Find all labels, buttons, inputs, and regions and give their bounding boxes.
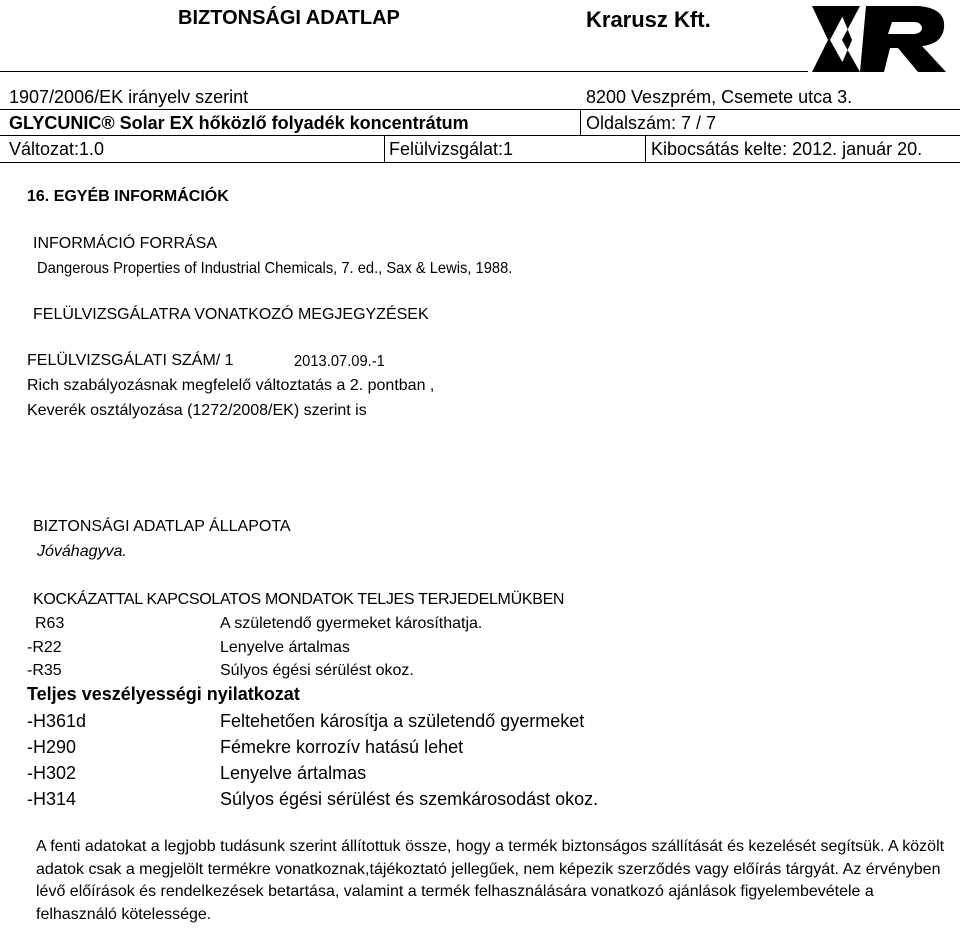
hazard-text: Fémekre korrozív hatású lehet: [220, 737, 464, 757]
hazard-text: Súlyos égési sérülést és szemkárosodást okoz.: [220, 789, 599, 809]
disclaimer-paragraph: A fenti adatokat a legjobb tudásunk szerint állítottuk össze, hogy a termék biztonságos szállítását és kezelését segítsük. A közölt adatok csak a megjelölt termékre vonatkoznak,tájékoztató jellegűek, nem képezik szerződés vagy előírás tárgyát. Az érvényben lévő előírások és rendelkezések betartása, valamint a termék felhasználására vonatkozó ajánlások figyelembevétele a felhasználó kötelessége.: [36, 838, 945, 923]
hazard-code: -H302: [27, 763, 77, 783]
risk-code: -R22: [27, 639, 62, 656]
info-source-text: Dangerous Properties of Industrial Chemicals, 7. ed., Sax & Lewis, 1988.: [37, 260, 513, 277]
doc-title: BIZTONSÁGI ADATLAP: [178, 7, 400, 29]
status-value: Jóváhagyva.: [37, 543, 127, 560]
revision-note-line1: Rich szabályozásnak megfelelő változtatás a 2. pontban ,: [27, 377, 435, 394]
revision-note-line2: Keverék osztályozása (1272/2008/EK) szerint is: [27, 402, 367, 419]
risk-text: Súlyos égési sérülést okoz.: [220, 662, 414, 679]
risk-heading: KOCKÁZATTAL KAPCSOLATOS MONDATOK TELJES TERJEDELMÜKBEN: [33, 591, 565, 608]
revision-heading: FELÜLVIZSGÁLATRA VONATKOZÓ MEGJEGYZÉSEK: [33, 306, 429, 323]
revision-number-label: FELÜLVIZSGÁLATI SZÁM/ 1: [27, 352, 234, 369]
section-title: 16. EGYÉB INFORMÁCIÓK: [27, 188, 229, 205]
issue-date: Kibocsátás kelte: 2012. január 20.: [651, 139, 923, 159]
hazard-code: -H314: [27, 789, 77, 809]
revision-label: Felülvizsgálat:1: [389, 139, 514, 159]
logo-icon: [808, 4, 950, 74]
regulation-ref: 1907/2006/EK irányelv szerint: [9, 87, 249, 107]
risk-text: A születendő gyermeket károsíthatja.: [220, 615, 483, 632]
info-source-heading: INFORMÁCIÓ FORRÁSA: [33, 235, 218, 252]
status-heading: BIZTONSÁGI ADATLAP ÁLLAPOTA: [33, 518, 291, 535]
risk-text: Lenyelve ártalmas: [220, 639, 350, 656]
version-label: Változat:1.0: [9, 139, 105, 159]
product-name: GLYCUNIC® Solar EX hőközlő folyadék koncentrátum: [9, 113, 469, 133]
hazard-code: -H361d: [27, 711, 87, 731]
page-number: Oldalszám: 7 / 7: [586, 113, 717, 133]
company-name: Krarusz Kft.: [586, 7, 711, 32]
hazard-text: Feltehetően károsítja a születendő gyermeket: [220, 711, 585, 731]
revision-number-value: 2013.07.09.-1: [294, 353, 385, 370]
hazard-heading: Teljes veszélyességi nyilatkozat: [27, 684, 300, 704]
risk-code: R63: [35, 615, 65, 632]
hazard-code: -H290: [27, 737, 77, 757]
company-address: 8200 Veszprém, Csemete utca 3.: [586, 87, 853, 107]
company-logo: [808, 4, 950, 74]
hazard-text: Lenyelve ártalmas: [220, 763, 367, 783]
risk-code: -R35: [27, 662, 62, 679]
